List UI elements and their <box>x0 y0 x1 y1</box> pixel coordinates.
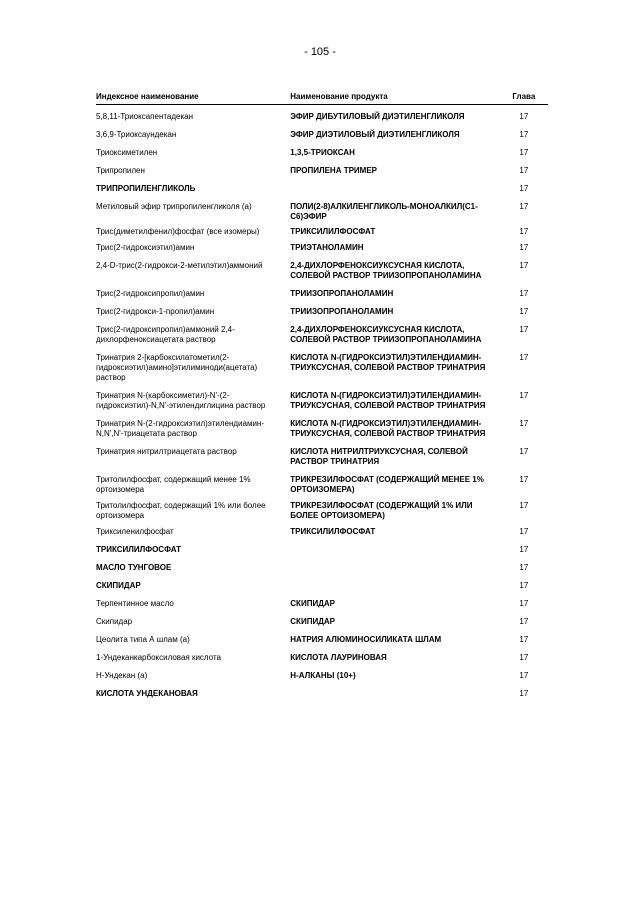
product-name-cell: КИСЛОТА НИТРИЛТРИУКСУСНАЯ, СОЛЕВОЙ РАСТВОР ТРИНАТРИЯ <box>290 447 468 466</box>
table-row <box>96 545 548 555</box>
index-name-cell: Цеолита типа А шлам (а) <box>96 635 190 644</box>
chapter-cell: 17 <box>519 148 529 157</box>
table-row <box>96 289 548 299</box>
chapter-cell: 17 <box>519 130 529 139</box>
index-name-cell: Тринатрия N-(карбоксиметил)-N'-(2-гидроксиэтил)-N,N'-этилендиглицина раствор <box>96 391 266 410</box>
table-row <box>96 447 548 467</box>
table-row <box>96 184 548 194</box>
table-row <box>96 202 548 222</box>
chapter-cell: 17 <box>519 325 529 334</box>
index-name-cell: 5,8,11-Триоксапентадекан <box>96 112 194 121</box>
index-name-cell: 2,4-D-трис(2-гидрокси-2-метилэтил)аммоний <box>96 261 263 270</box>
chapter-cell: 17 <box>519 419 529 428</box>
chapter-cell: 17 <box>519 184 529 193</box>
product-name-cell: КИСЛОТА N-(ГИДРОКСИЭТИЛ)ЭТИЛЕНДИАМИН-ТРИУКСУСНАЯ, СОЛЕВОЙ РАСТВОР ТРИНАТРИЯ <box>290 353 486 372</box>
chapter-cell: 17 <box>519 447 529 456</box>
product-name-cell: НАТРИЯ АЛЮМИНОСИЛИКАТА ШЛАМ <box>290 635 442 644</box>
index-name-cell: Трис(2-гидроксиэтил)амин <box>96 243 195 252</box>
table-row <box>96 325 548 345</box>
chapter-cell: 17 <box>519 261 529 270</box>
chapter-cell: 17 <box>519 653 529 662</box>
index-name-cell: Н-Ундекан (а) <box>96 671 148 680</box>
index-name-cell: Терпентинное масло <box>96 599 174 608</box>
index-name-cell: 3,6,9-Триоксаундекан <box>96 130 177 139</box>
table-row <box>96 130 548 140</box>
index-name-cell: Скипидар <box>96 617 133 626</box>
product-name-cell: ТРИИЗОПРОПАНОЛАМИН <box>290 307 394 316</box>
table-row <box>96 475 548 495</box>
product-name-cell: 1,3,5-ТРИОКСАН <box>290 148 355 157</box>
product-name-cell: 2,4-ДИХЛОРФЕНОКСИУКСУСНАЯ КИСЛОТА, СОЛЕВОЙ РАСТВОР ТРИИЗОПРОПАНОЛАМИНА <box>290 325 482 344</box>
chapter-cell: 17 <box>519 617 529 626</box>
chapter-cell: 17 <box>519 563 529 572</box>
table-row <box>96 148 548 158</box>
index-name-cell: Тринатрия нитрилтриацетата раствор <box>96 447 237 456</box>
index-table <box>96 92 548 699</box>
product-name-cell <box>290 545 499 555</box>
product-name-cell: СКИПИДАР <box>290 599 336 608</box>
product-name-cell: ТРИКРЕЗИЛФОСФАТ (СОДЕРЖАЩИЙ МЕНЕЕ 1% ОРТОИЗОМЕРА) <box>290 475 484 494</box>
table-row <box>96 653 548 663</box>
chapter-cell: 17 <box>519 166 529 175</box>
product-name-cell <box>290 689 499 699</box>
table-row <box>96 599 548 609</box>
chapter-cell: 17 <box>519 227 529 236</box>
chapter-cell: 17 <box>519 599 529 608</box>
product-name-cell <box>290 184 499 194</box>
table-row <box>96 671 548 681</box>
index-name-cell: Трис(2-гидрокси-1-пропил)амин <box>96 307 215 316</box>
chapter-cell: 17 <box>519 475 529 484</box>
table-row <box>96 227 548 237</box>
product-name-cell: СКИПИДАР <box>290 617 336 626</box>
header-index-name: Индексное наименование <box>96 92 290 105</box>
index-name-cell: Трис(2-гидроксипропил)аммоний 2,4-дихлорфеноксиацетата раствор <box>96 325 235 344</box>
table-row <box>96 243 548 253</box>
index-name-cell: Триоксиметилен <box>96 148 158 157</box>
table-row <box>96 581 548 591</box>
index-name-cell: Тринатрия 2-[карбоксилатометил(2-гидроксиэтил)амино]этилиминоди(ацетата) раствор <box>96 353 258 382</box>
product-name-cell: КИСЛОТА N-(ГИДРОКСИЭТИЛ)ЭТИЛЕНДИАМИН-ТРИУКСУСНАЯ, СОЛЕВОЙ РАСТВОР ТРИНАТРИЯ <box>290 391 486 410</box>
chapter-cell: 17 <box>519 581 529 590</box>
product-name-cell: КИСЛОТА ЛАУРИНОВАЯ <box>290 653 387 662</box>
index-name-cell: Трис(2-гидроксипропил)амин <box>96 289 205 298</box>
table-row <box>96 617 548 627</box>
chapter-cell: 17 <box>519 353 529 362</box>
table-row <box>96 563 548 573</box>
product-name-cell: Н-АЛКАНЫ (10+) <box>290 671 356 680</box>
index-name-cell: МАСЛО ТУНГОВОЕ <box>96 563 172 572</box>
chapter-cell: 17 <box>519 307 529 316</box>
chapter-cell: 17 <box>519 289 529 298</box>
table-row <box>96 391 548 411</box>
product-name-cell: ЭФИР ДИБУТИЛОВЫЙ ДИЭТИЛЕНГЛИКОЛЯ <box>290 112 465 121</box>
chapter-cell: 17 <box>519 112 529 121</box>
product-name-cell <box>290 581 499 591</box>
chapter-cell: 17 <box>519 689 529 698</box>
index-name-cell: Триксиленилфосфат <box>96 527 174 536</box>
table-row <box>96 166 548 176</box>
index-name-cell: СКИПИДАР <box>96 581 141 590</box>
header-product-name: Наименование продукта <box>290 92 499 105</box>
product-name-cell: ЭФИР ДИЭТИЛОВЫЙ ДИЭТИЛЕНГЛИКОЛЯ <box>290 130 460 139</box>
table-row <box>96 419 548 439</box>
table-row <box>96 307 548 317</box>
index-name-cell: Тритолилфосфат, содержащий 1% или более ортоизомера <box>96 501 266 520</box>
table-row <box>96 527 548 537</box>
index-name-cell: Метиловый эфир трипропиленгликоля (а) <box>96 202 252 211</box>
index-name-cell: Тритолилфосфат, содержащий менее 1% ортоизомера <box>96 475 251 494</box>
index-name-cell: Трис(диметилфенил)фосфат (все изомеры) <box>96 227 260 236</box>
product-name-cell <box>290 563 499 573</box>
page-number: - 105 - <box>304 46 336 58</box>
chapter-cell: 17 <box>519 545 529 554</box>
chapter-cell: 17 <box>519 671 529 680</box>
table-row <box>96 112 548 122</box>
chapter-cell: 17 <box>519 501 529 510</box>
chapter-cell: 17 <box>519 635 529 644</box>
index-name-cell: ТРИПРОПИЛЕНГЛИКОЛЬ <box>96 184 196 193</box>
product-name-cell: КИСЛОТА N-(ГИДРОКСИЭТИЛ)ЭТИЛЕНДИАМИН-ТРИУКСУСНАЯ, СОЛЕВОЙ РАСТВОР ТРИНАТРИЯ <box>290 419 486 438</box>
table-row <box>96 353 548 383</box>
index-name-cell: ТРИКСИЛИЛФОСФАТ <box>96 545 181 554</box>
index-name-cell: Тринатрия N-(2-гидроксиэтил)этилендиамин-N,N',N'-триацетата раствор <box>96 419 264 438</box>
chapter-cell: 17 <box>519 527 529 536</box>
header-chapter: Глава <box>500 92 548 105</box>
table-row <box>96 689 548 699</box>
table-row <box>96 261 548 281</box>
product-name-cell: ПРОПИЛЕНА ТРИМЕР <box>290 166 378 175</box>
product-name-cell: ТРИКСИЛИЛФОСФАТ <box>290 227 376 236</box>
table-body <box>96 105 548 700</box>
product-name-cell: ПОЛИ(2-8)АЛКИЛЕНГЛИКОЛЬ-МОНОАЛКИЛ(С1-С6)ЭФИР <box>290 202 478 221</box>
product-name-cell: 2,4-ДИХЛОРФЕНОКСИУКСУСНАЯ КИСЛОТА, СОЛЕВОЙ РАСТВОР ТРИИЗОПРОПАНОЛАМИНА <box>290 261 482 280</box>
index-name-cell: КИСЛОТА УНДЕКАНОВАЯ <box>96 689 198 698</box>
table-header-row <box>96 92 548 105</box>
table-row <box>96 501 548 521</box>
chapter-cell: 17 <box>519 202 529 211</box>
product-name-cell: ТРИКСИЛИЛФОСФАТ <box>290 527 376 536</box>
chapter-cell: 17 <box>519 391 529 400</box>
product-name-cell: ТРИЭТАНОЛАМИН <box>290 243 364 252</box>
product-name-cell: ТРИИЗОПРОПАНОЛАМИН <box>290 289 394 298</box>
product-name-cell: ТРИКРЕЗИЛФОСФАТ (СОДЕРЖАЩИЙ 1% ИЛИ БОЛЕЕ ОРТОИЗОМЕРА) <box>290 501 473 520</box>
table-row <box>96 635 548 645</box>
index-name-cell: Трипропилен <box>96 166 145 175</box>
chapter-cell: 17 <box>519 243 529 252</box>
index-name-cell: 1-Ундеканкарбоксиловая кислота <box>96 653 221 662</box>
